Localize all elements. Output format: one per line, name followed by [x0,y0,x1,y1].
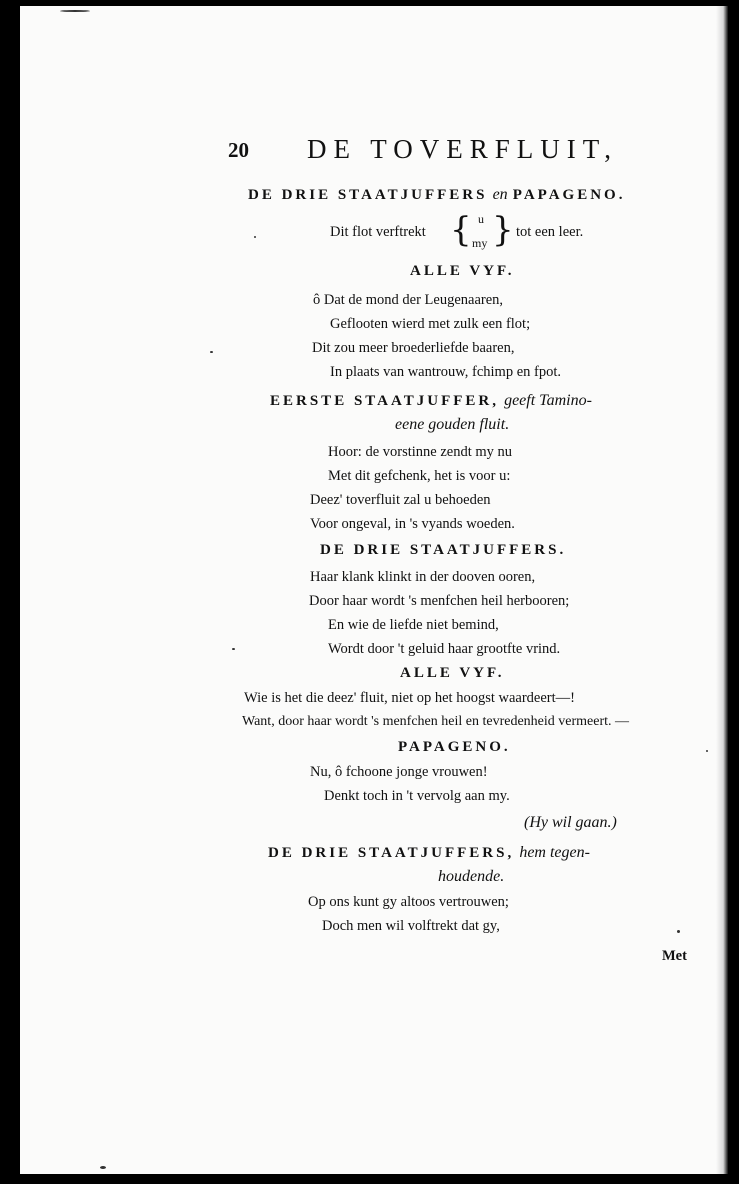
stage-direction-cont: houdende. [438,868,505,885]
speaker-heading-5: ALLE VYF. [400,665,505,681]
verse-line: Deez' toverfluit zal u behoeden [310,492,491,508]
verse-line: Dit zou meer broederliefde baaren, [312,340,515,356]
verse-line: ô Dat de mond der Leugenaaren, [313,292,504,308]
verse-line: Door haar wordt 's menfchen heil herbooren; [309,593,570,609]
stage-direction: (Hy wil gaan.) [524,814,617,831]
speaker-name-2: PAPAGENO. [512,187,626,203]
verse-line: En wie de liefde niet bemind, [328,617,499,633]
verse-line: Geflooten wierd met zulk een flot; [330,316,531,332]
ink-speck [677,930,680,933]
verse-line: Denkt toch in 't vervolg aan my. [324,788,510,804]
ink-speck [210,351,213,353]
running-title: DE TOVERFLUIT, [307,134,618,164]
ink-speck [100,1166,106,1169]
speaker-heading-2: ALLE VYF. [410,263,515,279]
verse-line: Met dit gefchenk, het is voor u: [328,468,511,484]
speaker-name: EERSTE STAATJUFFER, [270,393,499,409]
speaker-heading-1 [248,184,625,204]
verse-line: Wie is het die deez' fluit, niet op het hoogst waardeert—! [244,690,575,706]
book-page [20,6,728,1174]
verse-line: Doch men wil volftrekt dat gy, [322,918,500,934]
ink-speck [706,750,708,752]
speaker-name: DE DRIE STAATJUFFERS [248,187,488,203]
ink-speck [254,236,256,238]
verse-line: Hoor: de vorstinne zendt my nu [328,444,513,460]
speaker-name: DE DRIE STAATJUFFERS, [268,845,515,861]
stage-direction: geeft Tamino- [504,392,592,409]
speaker-heading-6: PAPAGENO. [398,739,511,755]
verse-line: Haar klank klinkt in der dooven ooren, [310,569,536,585]
page-number: 20 [228,138,249,162]
speaker-heading-3 [270,390,592,410]
page-edge-shadow [716,6,728,1174]
catchword: Met [662,948,687,964]
aside-prefix: Dit flot verftrekt [330,224,426,240]
verse-line: Want, door haar wordt 's menfchen heil en tevredenheid vermeert. — [242,714,630,729]
speaker-heading-7 [268,842,590,862]
ink-speck [232,648,235,650]
verse-line: Wordt door 't geluid haar grootfte vrind. [328,641,561,657]
ink-speck [60,10,90,12]
verse-line: In plaats van wantrouw, fchimp en fpot. [330,364,561,380]
verse-line: Nu, ô fchoone jonge vrouwen! [310,764,488,780]
left-brace: { [450,210,472,250]
speaker-heading-4: DE DRIE STAATJUFFERS. [320,542,567,558]
stage-direction-cont: eene gouden fluit. [395,416,510,433]
aside-top: u [478,212,484,226]
verse-line: Voor ongeval, in 's vyands woeden. [310,516,515,532]
aside-suffix: tot een leer. [516,224,584,240]
connector: en [492,186,508,203]
stage-direction: hem tegen- [519,844,590,861]
verse-line: Op ons kunt gy altoos vertrouwen; [308,894,509,910]
right-brace: } [492,210,514,250]
aside-bottom: my [472,236,488,250]
